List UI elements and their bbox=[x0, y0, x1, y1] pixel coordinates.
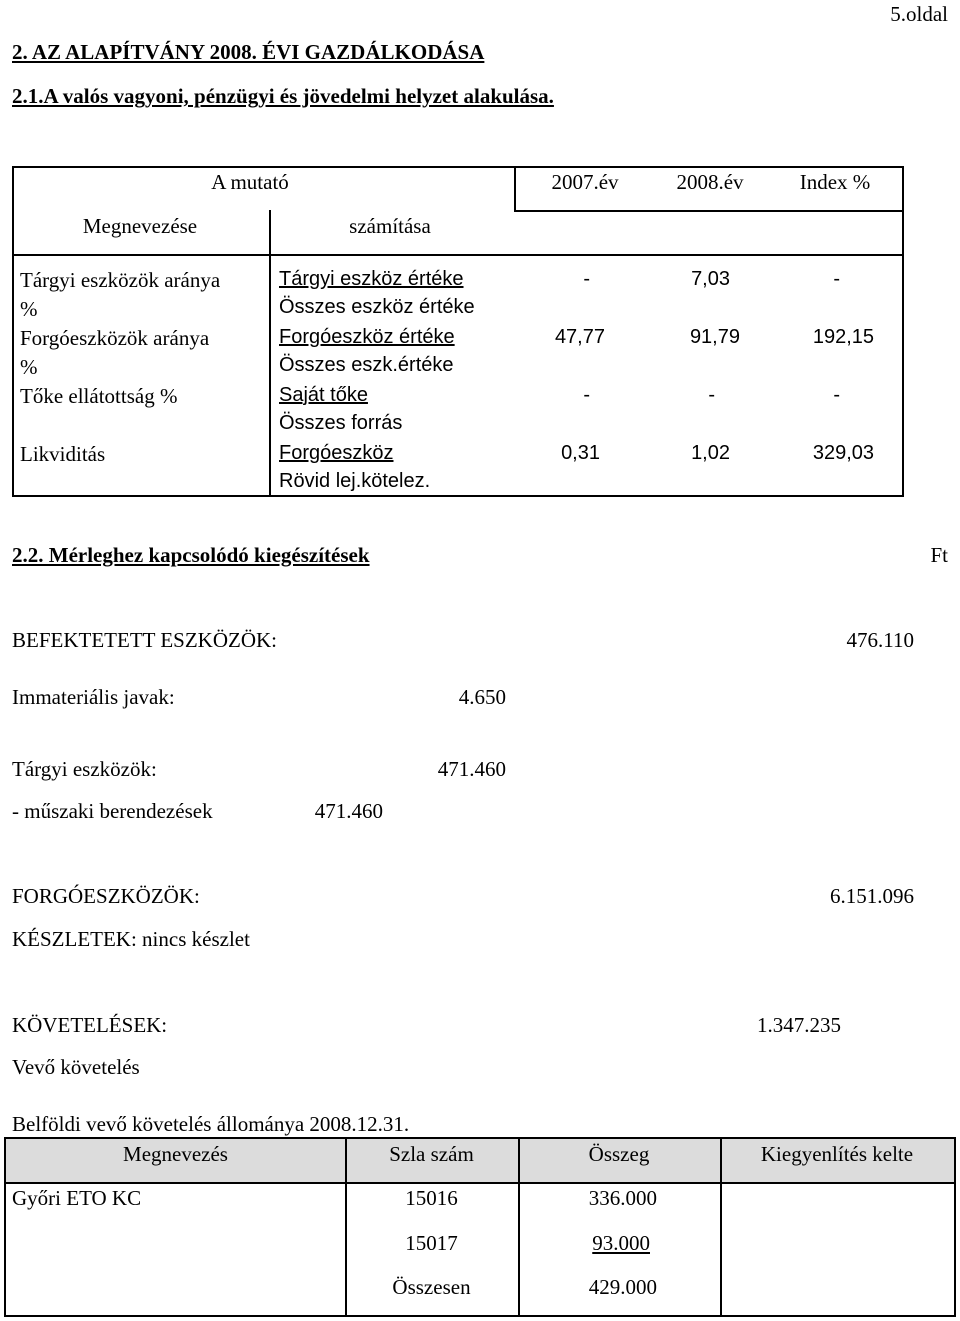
section-22-title: 2.2. Mérleghez kapcsolódó kiegészítések bbox=[12, 543, 370, 567]
page-number: 5.oldal bbox=[890, 2, 948, 26]
row-divider-2 bbox=[14, 254, 904, 256]
row-divider-1 bbox=[514, 210, 904, 212]
row4-2007: 0,31 bbox=[561, 442, 600, 464]
row1-name: Tárgyi eszközök aránya bbox=[20, 268, 221, 292]
row2-name: Forgóeszközök aránya bbox=[20, 326, 210, 350]
row3-index: - bbox=[833, 384, 840, 406]
targyi-value: 471.460 bbox=[437, 757, 506, 781]
row1-denominator: Összes eszköz értéke bbox=[279, 296, 475, 318]
row2-2008: 91,79 bbox=[689, 326, 740, 348]
header-index: Index % bbox=[799, 170, 871, 194]
row1-numerator: Tárgyi eszköz értéke bbox=[279, 268, 464, 290]
row-2-amount: 93.000 bbox=[592, 1231, 650, 1255]
kovetelesek-label: KÖVETELÉSEK: bbox=[12, 1013, 168, 1037]
forgo-label: FORGÓESZKÖZÖK: bbox=[12, 884, 200, 908]
th-megnevezes: Megnevezés bbox=[123, 1142, 228, 1166]
header-2007: 2007.év bbox=[551, 170, 619, 194]
row2-denominator: Összes eszk.értéke bbox=[279, 354, 454, 376]
row3-2008: - bbox=[708, 384, 715, 406]
header-mutato: A mutató bbox=[211, 170, 289, 194]
immaterialis-value: 4.650 bbox=[458, 685, 506, 709]
th-szla-szam: Szla szám bbox=[389, 1142, 474, 1166]
vevo-label: Vevő követelés bbox=[12, 1055, 140, 1079]
row1-2007: - bbox=[583, 268, 590, 290]
row3-2007: - bbox=[583, 384, 590, 406]
row2-2007: 47,77 bbox=[554, 326, 605, 348]
header-2008: 2008.év bbox=[676, 170, 744, 194]
row-2-invoice: 15017 bbox=[405, 1231, 458, 1255]
muszaki-value: 471.460 bbox=[314, 799, 383, 823]
row1-index: - bbox=[833, 268, 840, 290]
row4-numerator: Forgóeszköz bbox=[279, 442, 394, 464]
row2-index: 192,15 bbox=[812, 326, 874, 348]
row2-numerator: Forgóeszköz értéke bbox=[279, 326, 455, 348]
row4-denominator: Rövid lej.kötelez. bbox=[279, 470, 431, 492]
row3-numerator: Saját tőke bbox=[279, 384, 368, 406]
row4-index: 329,03 bbox=[812, 442, 874, 464]
row4-2008: 1,02 bbox=[691, 442, 730, 464]
row1-2008: 7,03 bbox=[691, 268, 730, 290]
col-divider-2 bbox=[514, 168, 516, 210]
row-1-amount: 336.000 bbox=[588, 1186, 657, 1210]
row2-name-suffix: % bbox=[20, 355, 38, 379]
belfoldi-label: Belföldi vevő követelés állománya 2008.12.31. bbox=[12, 1112, 410, 1136]
header-divider bbox=[6, 1182, 956, 1184]
sub-heading: 2.1.A valós vagyoni, pénzügyi és jövedelmi helyzet alakulása. bbox=[12, 84, 554, 108]
row-1-invoice: 15016 bbox=[405, 1186, 458, 1210]
row-1-name: Győri ETO KC bbox=[12, 1186, 142, 1210]
immaterialis-label: Immateriális javak: bbox=[12, 685, 175, 709]
row-3-amount: 429.000 bbox=[588, 1275, 657, 1299]
section-22-unit: Ft bbox=[930, 543, 948, 567]
keszletek-label: KÉSZLETEK: nincs készlet bbox=[12, 927, 250, 951]
row3-denominator: Összes forrás bbox=[279, 412, 403, 434]
befektetett-value: 476.110 bbox=[846, 628, 914, 652]
th-osszeg: Összeg bbox=[588, 1142, 650, 1166]
befektetett-label: BEFEKTETETT ESZKÖZÖK: bbox=[12, 628, 278, 652]
targyi-label: Tárgyi eszközök: bbox=[12, 757, 157, 781]
row4-name: Likviditás bbox=[20, 442, 106, 466]
row-3-invoice: Összesen bbox=[392, 1275, 471, 1299]
header-megnevezese: Megnevezése bbox=[82, 214, 198, 238]
row1-name-suffix: % bbox=[20, 297, 38, 321]
row3-name: Tőke ellátottság % bbox=[20, 384, 178, 408]
muszaki-label: - műszaki berendezések bbox=[12, 799, 213, 823]
header-szamitasa: számítása bbox=[349, 214, 431, 238]
th-kiegyenlites: Kiegyenlítés kelte bbox=[760, 1142, 914, 1166]
kovetelesek-value: 1.347.235 bbox=[757, 1013, 841, 1037]
main-heading: 2. AZ ALAPÍTVÁNY 2008. ÉVI GAZDÁLKODÁSA bbox=[12, 40, 485, 64]
forgo-value: 6.151.096 bbox=[830, 884, 914, 908]
